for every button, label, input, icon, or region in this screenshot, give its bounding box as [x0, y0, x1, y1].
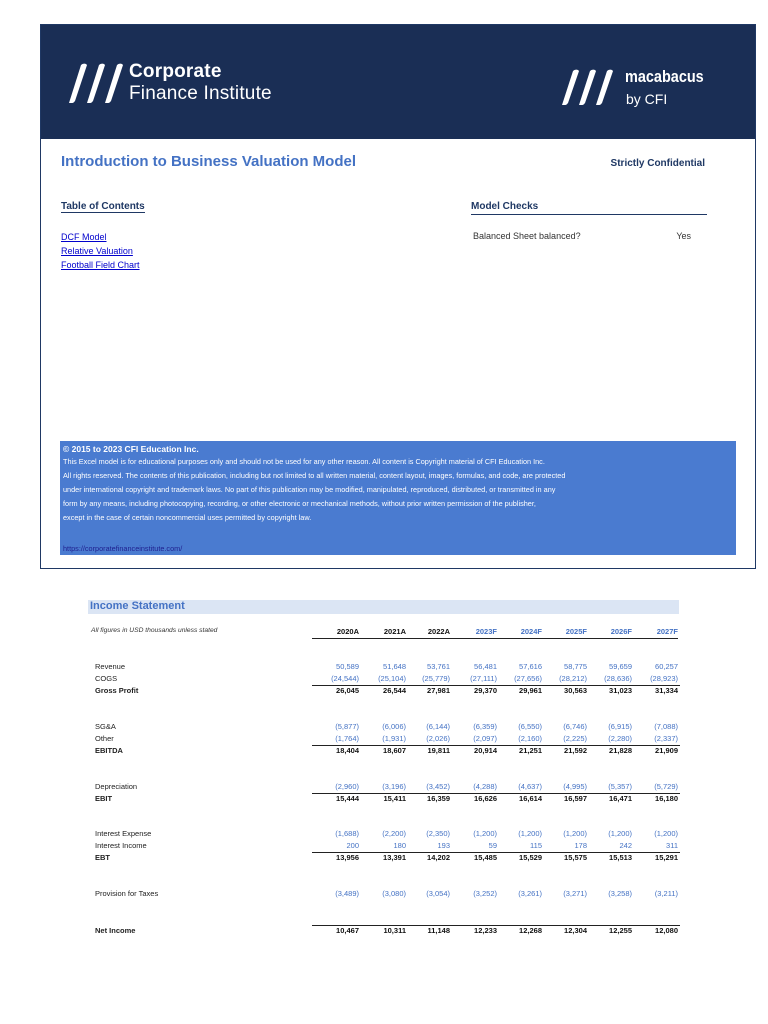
table-cell: (28,636) — [604, 674, 632, 683]
table-cell: (2,337) — [654, 734, 678, 743]
table-cell: (2,225) — [563, 734, 587, 743]
table-cell: (3,489) — [335, 889, 359, 898]
table-cell: 15,291 — [655, 853, 678, 862]
table-cell: 57,616 — [519, 662, 542, 671]
check-value: Yes — [676, 231, 691, 241]
units-note: All figures in USD thousands unless stated — [91, 627, 218, 634]
table-cell: 16,626 — [474, 794, 497, 803]
table-cell: 21,251 — [519, 746, 542, 755]
table-cell: 18,404 — [336, 746, 359, 755]
table-cell: 12,304 — [564, 926, 587, 935]
table-cell: (1,764) — [335, 734, 359, 743]
table-cell: 13,391 — [383, 853, 406, 862]
macabacus-logo-icon — [554, 69, 618, 105]
table-cell: (7,088) — [654, 722, 678, 731]
table-cell: 20,914 — [474, 746, 497, 755]
table-cell: 26,045 — [336, 686, 359, 695]
year-header: 2027F — [656, 627, 678, 636]
table-cell: 59,659 — [609, 662, 632, 671]
table-cell: 311 — [666, 841, 678, 850]
row-label-ebitda: EBITDA — [95, 746, 123, 755]
copyright-line: form by any means, including photocopying, recording, or other electronic or mechanical methods, without prior written permission of the publisher, — [63, 499, 536, 508]
copyright-line: under international copyright and trademark laws. No part of this publication may be modified, manipulated, reproduced, distributed, or transmitted in any — [63, 485, 556, 494]
page-title: Introduction to Business Valuation Model — [61, 153, 357, 170]
header-banner — [41, 25, 755, 139]
table-cell: (28,923) — [650, 674, 678, 683]
table-cell: (3,054) — [426, 889, 450, 898]
table-cell: (1,200) — [563, 829, 587, 838]
table-cell: (3,252) — [473, 889, 497, 898]
row-label-ebt: EBT — [95, 853, 110, 862]
row-label-ebit: EBIT — [95, 794, 113, 803]
macabacus-brand-line2: by CFI — [626, 91, 668, 107]
table-cell: (4,995) — [563, 782, 587, 791]
year-header: 2022A — [427, 627, 450, 636]
table-cell: (2,160) — [518, 734, 542, 743]
table-cell: 15,513 — [609, 853, 632, 862]
table-cell: 16,359 — [427, 794, 450, 803]
check-label: Balanced Sheet balanced? — [473, 231, 581, 241]
table-cell: (2,960) — [335, 782, 359, 791]
table-cell: 12,080 — [655, 926, 678, 935]
table-cell: 29,370 — [474, 686, 497, 695]
table-cell: 60,257 — [655, 662, 678, 671]
toc-heading: Table of Contents — [61, 201, 145, 212]
table-cell: (6,915) — [608, 722, 632, 731]
table-cell: (1,200) — [608, 829, 632, 838]
table-cell: (1,931) — [382, 734, 406, 743]
toc-links — [61, 230, 140, 272]
row-label-taxes: Provision for Taxes — [95, 889, 159, 898]
toc-link-dcf-model[interactable]: DCF Model — [61, 232, 107, 242]
copyright-heading: © 2015 to 2023 CFI Education Inc. — [63, 444, 199, 454]
table-cell: 178 — [574, 841, 587, 850]
table-cell: 12,268 — [519, 926, 542, 935]
table-cell: 12,255 — [609, 926, 632, 935]
income-statement-title-bar — [88, 600, 679, 614]
copyright-line: except in the case of certain noncommercial uses permitted by copyright law. — [63, 513, 312, 522]
table-cell: 50,589 — [336, 662, 359, 671]
table-cell: 31,334 — [655, 686, 678, 695]
table-cell: 53,761 — [427, 662, 450, 671]
table-cell: 18,607 — [383, 746, 406, 755]
model-checks-heading: Model Checks — [471, 201, 707, 215]
table-cell: (5,729) — [654, 782, 678, 791]
table-cell: 180 — [393, 841, 406, 850]
table-cell: 31,023 — [609, 686, 632, 695]
table-cell: 242 — [619, 841, 632, 850]
table-cell: (1,200) — [518, 829, 542, 838]
income-statement-title: Income Statement — [90, 600, 185, 612]
table-cell: 193 — [437, 841, 450, 850]
table-cell: 19,811 — [427, 746, 450, 755]
table-cell: (1,200) — [654, 829, 678, 838]
table-cell: 115 — [530, 841, 542, 850]
table-cell: 14,202 — [427, 853, 450, 862]
table-cell: (2,350) — [426, 829, 450, 838]
table-cell: (28,212) — [559, 674, 587, 683]
table-cell: 58,775 — [564, 662, 587, 671]
table-cell: (1,200) — [473, 829, 497, 838]
row-label-interest-expense: Interest Expense — [95, 829, 152, 838]
cfi-logo-icon — [59, 63, 123, 103]
year-header: 2023F — [475, 627, 497, 636]
table-cell: (6,006) — [382, 722, 406, 731]
table-cell: 26,544 — [383, 686, 406, 695]
table-cell: (3,080) — [382, 889, 406, 898]
cfi-brand-line2: Finance Institute — [129, 83, 272, 104]
table-cell: (27,656) — [514, 674, 542, 683]
table-cell: (3,261) — [518, 889, 542, 898]
row-label-cogs: COGS — [95, 674, 118, 683]
year-header: 2026F — [610, 627, 632, 636]
year-header: 2021A — [383, 627, 406, 636]
table-cell: 15,575 — [564, 853, 587, 862]
copyright-notice — [60, 441, 736, 555]
table-cell: (4,637) — [518, 782, 542, 791]
table-cell: 27,981 — [427, 686, 450, 695]
cover-sheet — [40, 24, 756, 569]
table-cell: (6,359) — [473, 722, 497, 731]
macabacus-brand-line1: macabacus — [625, 67, 704, 86]
table-cell: (2,280) — [608, 734, 632, 743]
copyright-line: All rights reserved. The contents of this publication, including but not limited to all written material, content layout, images, formulas, and code, are protected — [63, 471, 566, 480]
table-cell: 56,481 — [474, 662, 497, 671]
table-cell: (3,452) — [426, 782, 450, 791]
row-label-sga: SG&A — [95, 722, 116, 731]
table-cell: 11,148 — [427, 926, 450, 935]
toc-link-football-field-chart[interactable]: Football Field Chart — [61, 260, 140, 270]
year-header: 2024F — [520, 627, 542, 636]
toc-link-relative-valuation[interactable]: Relative Valuation — [61, 246, 133, 256]
row-label-revenue: Revenue — [95, 662, 126, 671]
table-cell: 15,529 — [519, 853, 542, 862]
confidential-label: Strictly Confidential — [610, 158, 705, 169]
table-cell: 12,233 — [474, 926, 497, 935]
year-header: 2025F — [565, 627, 587, 636]
table-cell: 10,311 — [383, 926, 406, 935]
table-cell: (6,144) — [426, 722, 450, 731]
table-cell: (1,688) — [335, 829, 359, 838]
table-cell: (2,200) — [382, 829, 406, 838]
table-cell: 10,467 — [336, 926, 359, 935]
row-label-interest-income: Interest Income — [95, 841, 147, 850]
table-cell: 21,828 — [609, 746, 632, 755]
table-cell: (25,104) — [378, 674, 406, 683]
table-cell: 30,563 — [564, 686, 587, 695]
table-cell: 16,614 — [519, 794, 542, 803]
copyright-line: This Excel model is for educational purposes only and should not be used for any other reason. All content is Copyright material of CFI Education Inc. — [63, 457, 545, 466]
table-cell: (2,097) — [473, 734, 497, 743]
table-cell: (24,544) — [331, 674, 359, 683]
table-cell: 21,592 — [564, 746, 587, 755]
row-label-net-income: Net Income — [95, 926, 136, 935]
table-cell: 29,961 — [519, 686, 542, 695]
table-cell: 15,444 — [336, 794, 359, 803]
row-label-depreciation: Depreciation — [95, 782, 138, 791]
table-cell: 16,471 — [609, 794, 632, 803]
cfi-brand-line1: Corporate — [129, 61, 222, 82]
table-cell: 13,956 — [336, 853, 359, 862]
table-cell: 59 — [488, 841, 497, 850]
table-cell: 16,597 — [564, 794, 587, 803]
table-cell: (3,258) — [608, 889, 632, 898]
table-cell: 21,909 — [655, 746, 678, 755]
table-cell: (3,211) — [654, 889, 678, 898]
table-cell: 200 — [346, 841, 359, 850]
table-cell: (5,877) — [335, 722, 359, 731]
table-cell: (4,288) — [473, 782, 497, 791]
table-cell: (27,111) — [470, 674, 497, 683]
table-cell: (5,357) — [608, 782, 632, 791]
table-cell: 16,180 — [655, 794, 678, 803]
table-cell: 51,648 — [383, 662, 406, 671]
row-label-other: Other — [95, 734, 114, 743]
table-cell: (2,026) — [426, 734, 450, 743]
header-underline — [312, 638, 678, 639]
row-label-gross-profit: Gross Profit — [95, 686, 139, 695]
table-cell: (6,550) — [518, 722, 542, 731]
year-header: 2020A — [336, 627, 359, 636]
table-cell: 15,485 — [474, 853, 497, 862]
table-cell: 15,411 — [383, 794, 406, 803]
table-cell: (3,196) — [382, 782, 406, 791]
table-cell: (3,271) — [563, 889, 587, 898]
table-cell: (25,779) — [422, 674, 450, 683]
table-cell: (6,746) — [563, 722, 587, 731]
cfi-website-link[interactable]: https://corporatefinanceinstitute.com/ — [63, 544, 183, 553]
